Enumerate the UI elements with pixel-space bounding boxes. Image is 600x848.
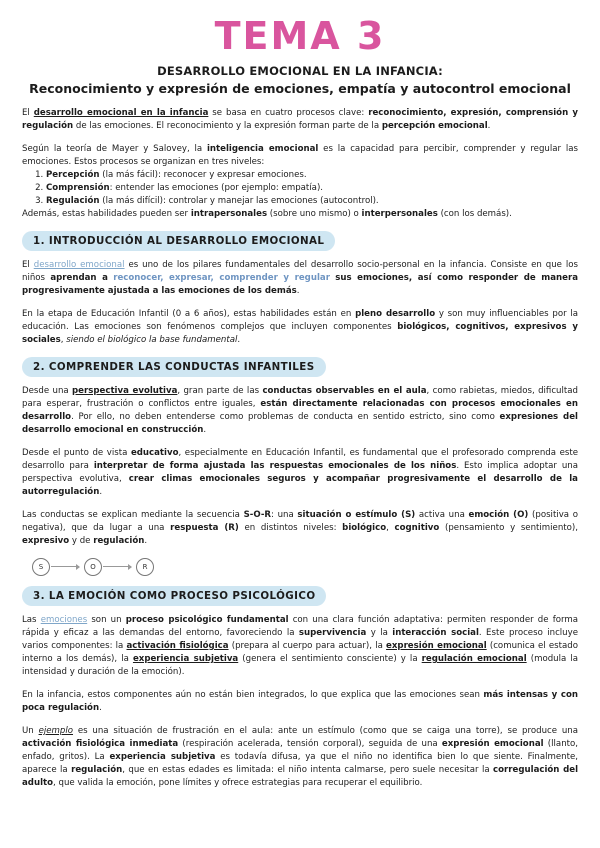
intro-paragraph-2: Según la teoría de Mayer y Salovey, la inteligencia emocional es la capacidad para percibir, comprender y regular las emociones. Estos procesos se organizan en tres niveles: xyxy=(22,144,578,167)
diagram-node-r: R xyxy=(136,558,154,576)
section-3-header: 3. LA EMOCIÓN COMO PROCESO PSICOLÓGICO xyxy=(22,586,326,606)
section-3-paragraph-2: En la infancia, estos componentes aún no están bien integrados, lo que explica que las emociones sean más intensas y con poca regulación. xyxy=(22,690,578,713)
list-item: 3. Regulación (la más difícil): controlar y manejar las emociones (autocontrol). xyxy=(46,195,578,208)
section-3-paragraph-1: Las emociones son un proceso psicológico fundamental con una clara función adaptativa: permiten responder de forma rápida y eficaz a las demandas del entorno, favoreciendo la supervivencia y la interacción social. Este proceso incluye varios componentes: la activación fisiológica (prepara al cuerpo para actuar), la expresión emocional (comunica el estado interno a los demás), la experiencia subjetiva (genera el sentimiento consciente) y la regulación emocional (modula la intensidad y duración de la emoción). xyxy=(22,615,579,677)
section-1-header: 1. INTRODUCCIÓN AL DESARROLLO EMOCIONAL xyxy=(22,231,335,251)
diagram-node-o: O xyxy=(84,558,102,576)
link-emociones[interactable]: emociones xyxy=(40,615,88,625)
subtitle-main: DESARROLLO EMOCIONAL EN LA INFANCIA: xyxy=(157,64,443,78)
sor-diagram xyxy=(28,554,168,580)
page-title: TEMA 3 xyxy=(214,14,386,58)
section-2-header: 2. COMPRENDER LAS CONDUCTAS INFANTILES xyxy=(22,357,326,377)
diagram-node-s: S xyxy=(32,558,50,576)
list-item: 2. Comprensión: entender las emociones (por ejemplo: empatía). xyxy=(46,182,578,195)
link-desarrollo-emocional[interactable]: desarrollo emocional xyxy=(33,260,125,270)
section-2-paragraph-1: Desde una perspectiva evolutiva, gran parte de las conductas observables en el aula, como rabietas, miedos, dificultad para esperar, frustración o conflictos entre iguales, están directamente relacionadas con procesos emocionales en desarrollo. Por ello, no deben entenderse como problemas de conducta en sentido estricto, sino como expresiones del desarrollo emocional en construcción. xyxy=(22,386,578,435)
section-1-paragraph-1: El desarrollo emocional es uno de los pilares fundamentales del desarrollo socio-personal en la infancia. Consiste en que los niños aprendan a reconocer, expresar, comprender y regular sus emociones, así como responder de manera progresivamente ajustada a las emociones de los demás. xyxy=(22,260,578,296)
diagram-arrow xyxy=(51,566,79,567)
section-2-paragraph-2: Desde el punto de vista educativo, especialmente en Educación Infantil, es fundamental que el profesorado comprenda este desarrollo para interpretar de forma ajustada las respuestas emocionales de los niños. Esto implica adoptar una perspectiva evolutiva, crear climas emocionales seguros y acompañar progresivamente el desarrollo de la autorregulación. xyxy=(22,448,579,497)
section-3-paragraph-3: Un ejemplo es una situación de frustración en el aula: ante un estímulo (como que se caiga una torre), se produce una activación fisiológica inmediata (respiración acelerada, tensión corporal), seguida de una expresión emocional (llanto, enfado, gritos). La experiencia subjetiva es todavía difusa, ya que el niño no identifica bien lo que siente. Finalmente, aparece la regulación, que en estas edades es limitada: el niño intenta calmarse, pero suele necesitar la corregulación del adulto, que valida la emoción, pone límites y ofrece estrategias para recuperar el equilibrio. xyxy=(22,726,579,788)
subtitle-secondary: Reconocimiento y expresión de emociones, empatía y autocontrol emocional xyxy=(29,81,571,96)
section-2-paragraph-3: Las conductas se explican mediante la secuencia S-O-R: una situación o estímulo (S) activa una emoción (O) (positiva o negativa), que da lugar a una respuesta (R) en distintos niveles: biológico, cognitivo (pensamiento y sentimiento), expresivo y de regulación. xyxy=(22,510,578,546)
list-item: 1. Percepción (la más fácil): reconocer y expresar emociones. xyxy=(46,169,578,182)
intro-paragraph-1: El desarrollo emocional en la infancia se basa en cuatro procesos clave: reconocimiento, expresión, comprensión y regulación de las emociones. El reconocimiento y la expresión forman parte de la percepción emocional. xyxy=(22,108,578,131)
section-1-paragraph-2: En la etapa de Educación Infantil (0 a 6 años), estas habilidades están en pleno desarrollo y son muy influenciables por la educación. Las emociones son fenómenos complejos que incluyen componentes biológicos, cognitivos, expresivos y sociales, siendo el biológico la base fundamental. xyxy=(22,309,579,345)
levels-list xyxy=(22,169,578,208)
intro-paragraph-3: Además, estas habilidades pueden ser intrapersonales (sobre uno mismo) o interpersonales (con los demás). xyxy=(22,209,512,219)
diagram-arrow xyxy=(103,566,131,567)
